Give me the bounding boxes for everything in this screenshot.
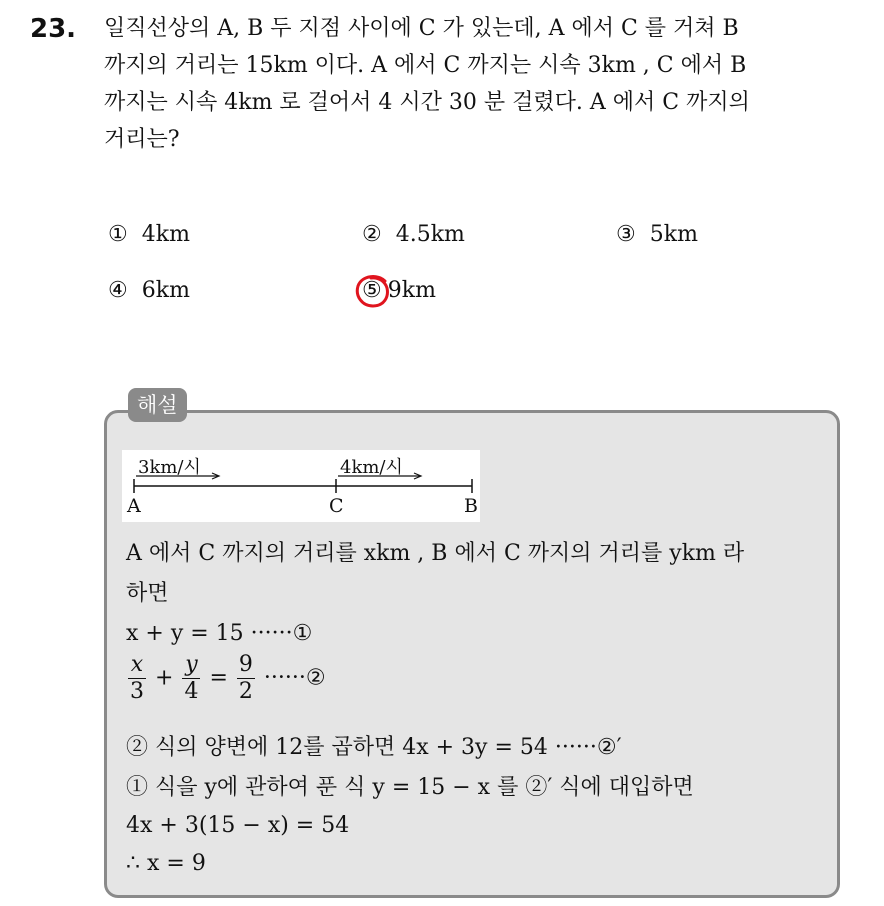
solution-tab: 해설 [128,388,187,422]
choice-mark: ② [362,222,382,247]
equals-sign: = [209,665,228,691]
equation-1: x + y = 15 ······① [126,621,313,646]
var-y: y [185,652,198,677]
distance-diagram [122,450,480,522]
speed-label-ac: 3km/시 [138,457,201,478]
choice-text: 4.5km [395,222,465,247]
choice-text: 5km [649,222,698,247]
fraction-numerator [128,652,146,679]
solution-line: 하면 [126,581,169,606]
choice-mark: ⑤ [362,278,382,303]
choice-text: 4km [141,222,190,247]
solution-line: 4x + 3(15 − x) = 54 [126,813,350,838]
var-x: x [130,652,144,677]
choice-2[interactable] [362,222,465,247]
solution-line: ① 식을 y에 관하여 푼 식 y = 15 − x 를 ②′ 식에 대입하면 [126,775,694,800]
equation-2-tag: ······② [263,665,326,691]
choice-4[interactable] [108,278,190,303]
speed-label-cb: 4km/시 [340,457,403,478]
choice-1[interactable] [108,222,190,247]
question-line: 일직선상의 A, B 두 지점 사이에 C 가 있는데, A 에서 C 를 거쳐 B [104,16,739,41]
choice-mark: ① [108,222,128,247]
point-b-label: B [464,495,478,517]
equation-2 [126,652,326,705]
point-a-label: A [127,495,141,517]
fraction-x-over-3 [128,652,146,705]
choice-mark: ③ [616,222,636,247]
fraction-denominator: 4 [184,679,199,704]
choice-3[interactable] [616,222,698,247]
question-line: 거리는? [104,127,180,152]
choice-text: 6km [141,278,190,303]
fraction-denominator: 2 [238,679,253,704]
question-line: 까지는 시속 4km 로 걸어서 4 시간 30 분 걸렸다. A 에서 C 까지의 [104,90,750,115]
point-c-label: C [329,495,344,517]
answer-circle-mark [354,272,392,310]
fraction-numerator [182,652,200,679]
final-answer: ∴ x = 9 [126,851,206,876]
solution-line: ② 식의 양변에 12를 곱하면 4x + 3y = 54 ······②′ [126,735,622,760]
choice-mark: ④ [108,278,128,303]
fraction-9-over-2 [237,652,255,705]
question-line: 까지의 거리는 15km 이다. A 에서 C 까지는 시속 3km , C 에서 B [104,53,747,78]
question-number: 23. [30,14,77,44]
solution-line: A 에서 C 까지의 거리를 xkm , B 에서 C 까지의 거리를 ykm 라 [126,541,745,566]
fraction-numerator: 9 [238,652,253,677]
fraction-denominator: 3 [130,679,144,704]
fraction-y-over-4 [182,652,200,705]
question-text [104,10,750,158]
plus-sign: + [155,665,174,691]
choice-text: 9km [387,278,436,303]
